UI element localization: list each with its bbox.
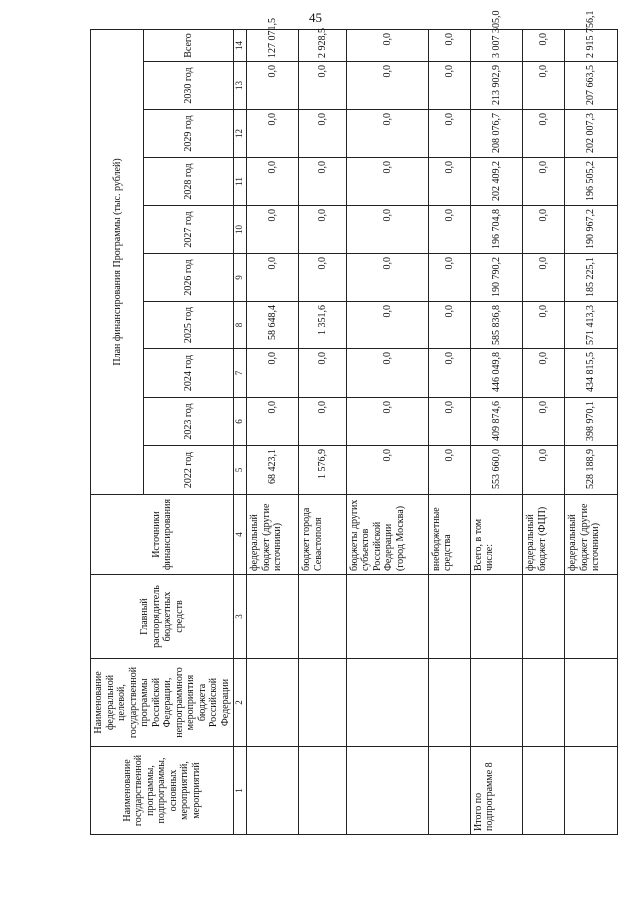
program-cell xyxy=(565,659,618,747)
total-value-cell: 2 928,5 xyxy=(299,29,346,61)
source-cell: федеральный бюджет (ФЦП) xyxy=(523,495,565,575)
name-cell xyxy=(565,747,618,835)
column-number: 4 xyxy=(234,495,247,575)
source-cell: внебюджетные средства xyxy=(428,495,470,575)
year-value-cell: 68 423,1 xyxy=(247,446,299,495)
year-value-cell: 1 576,9 xyxy=(299,446,346,495)
year-value-cell: 0,0 xyxy=(346,349,428,398)
total-value-cell: 2 915 756,1 xyxy=(565,29,618,61)
table-row xyxy=(247,29,299,834)
year-value-cell: 0,0 xyxy=(346,158,428,206)
year-value-cell: 0,0 xyxy=(523,158,565,206)
year-header: 2030 год xyxy=(144,62,234,110)
year-header: 2026 год xyxy=(144,254,234,302)
year-value-cell: 0,0 xyxy=(523,254,565,302)
column-number: 8 xyxy=(234,302,247,349)
year-value-cell: 202 409,2 xyxy=(470,158,522,206)
program-cell xyxy=(523,659,565,747)
year-value-cell: 0,0 xyxy=(428,254,470,302)
year-value-cell: 0,0 xyxy=(523,110,565,158)
source-cell: бюджет города Севастополя xyxy=(299,495,346,575)
year-value-cell: 185 225,1 xyxy=(565,254,618,302)
source-cell: бюджеты других субъектов Российской Федерации (город Москва) xyxy=(346,495,428,575)
column-number-row xyxy=(234,29,247,834)
year-header: 2025 год xyxy=(144,302,234,349)
year-value-cell: 0,0 xyxy=(523,302,565,349)
column-number: 14 xyxy=(234,29,247,61)
year-header: 2022 год xyxy=(144,446,234,495)
year-value-cell: 0,0 xyxy=(299,206,346,254)
column-number: 13 xyxy=(234,62,247,110)
year-value-cell: 0,0 xyxy=(346,446,428,495)
year-value-cell: 0,0 xyxy=(299,349,346,398)
column-number: 1 xyxy=(234,747,247,835)
program-cell xyxy=(299,659,346,747)
year-value-cell: 0,0 xyxy=(523,446,565,495)
manager-cell xyxy=(299,575,346,659)
year-value-cell: 0,0 xyxy=(428,206,470,254)
year-value-cell: 207 663,5 xyxy=(565,62,618,110)
year-value-cell: 1 351,6 xyxy=(299,302,346,349)
program-cell xyxy=(470,659,522,747)
source-cell: Всего, в том числе: xyxy=(470,495,522,575)
year-value-cell: 0,0 xyxy=(299,398,346,446)
page-number: 45 xyxy=(309,10,322,25)
program-cell xyxy=(428,659,470,747)
table-row xyxy=(565,29,618,834)
year-value-cell: 0,0 xyxy=(346,398,428,446)
year-value-cell: 398 970,1 xyxy=(565,398,618,446)
header-col4: Источники финансирования xyxy=(91,495,234,575)
year-value-cell: 0,0 xyxy=(247,110,299,158)
column-number: 10 xyxy=(234,206,247,254)
table-row xyxy=(523,29,565,834)
total-header: Всего xyxy=(144,29,234,61)
year-header: 2029 год xyxy=(144,110,234,158)
year-value-cell: 196 505,2 xyxy=(565,158,618,206)
year-value-cell: 0,0 xyxy=(428,110,470,158)
year-header: 2024 год xyxy=(144,349,234,398)
manager-cell xyxy=(523,575,565,659)
year-value-cell: 0,0 xyxy=(523,62,565,110)
year-value-cell: 213 902,9 xyxy=(470,62,522,110)
year-header: 2027 год xyxy=(144,206,234,254)
year-value-cell: 0,0 xyxy=(428,398,470,446)
year-value-cell: 208 076,7 xyxy=(470,110,522,158)
column-number: 3 xyxy=(234,575,247,659)
table-row xyxy=(428,29,470,834)
column-number: 2 xyxy=(234,659,247,747)
year-value-cell: 0,0 xyxy=(346,302,428,349)
year-value-cell: 0,0 xyxy=(299,158,346,206)
year-value-cell: 202 007,3 xyxy=(565,110,618,158)
year-value-cell: 0,0 xyxy=(428,446,470,495)
year-value-cell: 585 836,8 xyxy=(470,302,522,349)
manager-cell xyxy=(247,575,299,659)
year-value-cell: 553 660,0 xyxy=(470,446,522,495)
year-value-cell: 0,0 xyxy=(299,254,346,302)
column-number: 11 xyxy=(234,158,247,206)
year-value-cell: 0,0 xyxy=(299,62,346,110)
year-value-cell: 0,0 xyxy=(428,302,470,349)
year-value-cell: 0,0 xyxy=(346,110,428,158)
year-value-cell: 0,0 xyxy=(247,254,299,302)
year-value-cell: 409 874,6 xyxy=(470,398,522,446)
total-value-cell: 127 071,5 xyxy=(247,29,299,61)
financing-table xyxy=(90,10,618,835)
year-value-cell: 0,0 xyxy=(523,398,565,446)
year-value-cell: 0,0 xyxy=(247,398,299,446)
column-number: 7 xyxy=(234,349,247,398)
year-value-cell: 434 815,5 xyxy=(565,349,618,398)
year-value-cell: 446 049,8 xyxy=(470,349,522,398)
year-value-cell: 190 967,2 xyxy=(565,206,618,254)
name-cell xyxy=(428,747,470,835)
table-rotator xyxy=(90,10,602,835)
manager-cell xyxy=(470,575,522,659)
year-value-cell: 0,0 xyxy=(247,206,299,254)
total-value-cell: 3 007 305,0 xyxy=(470,29,522,61)
manager-cell xyxy=(428,575,470,659)
total-value-cell: 0,0 xyxy=(346,29,428,61)
year-value-cell: 0,0 xyxy=(523,349,565,398)
column-number: 5 xyxy=(234,446,247,495)
year-value-cell: 0,0 xyxy=(346,62,428,110)
name-cell xyxy=(523,747,565,835)
year-value-cell: 571 413,3 xyxy=(565,302,618,349)
source-cell: федеральный бюджет (другие источники) xyxy=(565,495,618,575)
header-col3: Главный распорядитель бюджетных средств xyxy=(91,575,234,659)
header-col2: Наименование федеральной целевой, государственной программы Российской Федерации, непрограммного мероприятия бюджета Российской Федерации xyxy=(91,659,234,747)
year-value-cell: 0,0 xyxy=(428,158,470,206)
header-plan: План финансирования Программы (тыс. рублей) xyxy=(91,29,144,494)
name-cell: Итого по подпрограмме 8 xyxy=(470,747,522,835)
year-value-cell: 0,0 xyxy=(346,206,428,254)
total-value-cell: 0,0 xyxy=(428,29,470,61)
year-header: 2028 год xyxy=(144,158,234,206)
manager-cell xyxy=(565,575,618,659)
name-cell xyxy=(299,747,346,835)
year-value-cell: 528 188,9 xyxy=(565,446,618,495)
year-value-cell: 0,0 xyxy=(428,62,470,110)
name-cell xyxy=(247,747,299,835)
program-cell xyxy=(346,659,428,747)
year-value-cell: 190 790,2 xyxy=(470,254,522,302)
name-cell xyxy=(346,747,428,835)
year-value-cell: 0,0 xyxy=(346,254,428,302)
year-value-cell: 0,0 xyxy=(247,158,299,206)
table-row xyxy=(299,29,346,834)
year-value-cell: 0,0 xyxy=(247,62,299,110)
rotated-table-area xyxy=(90,10,602,835)
year-value-cell: 58 648,4 xyxy=(247,302,299,349)
year-value-cell: 0,0 xyxy=(428,349,470,398)
source-cell: федеральный бюджет (другие источники) xyxy=(247,495,299,575)
year-value-cell: 196 704,8 xyxy=(470,206,522,254)
manager-cell xyxy=(346,575,428,659)
column-number: 6 xyxy=(234,398,247,446)
year-value-cell: 0,0 xyxy=(247,349,299,398)
year-value-cell: 0,0 xyxy=(523,206,565,254)
table-row xyxy=(470,29,522,834)
table-row xyxy=(346,29,428,834)
program-cell xyxy=(247,659,299,747)
column-number: 12 xyxy=(234,110,247,158)
year-header: 2023 год xyxy=(144,398,234,446)
year-value-cell: 0,0 xyxy=(299,110,346,158)
header-col1: Наименование государственной программы, подпрограммы, основных мероприятий, мероприятий xyxy=(91,747,234,835)
column-number: 9 xyxy=(234,254,247,302)
total-value-cell: 0,0 xyxy=(523,29,565,61)
